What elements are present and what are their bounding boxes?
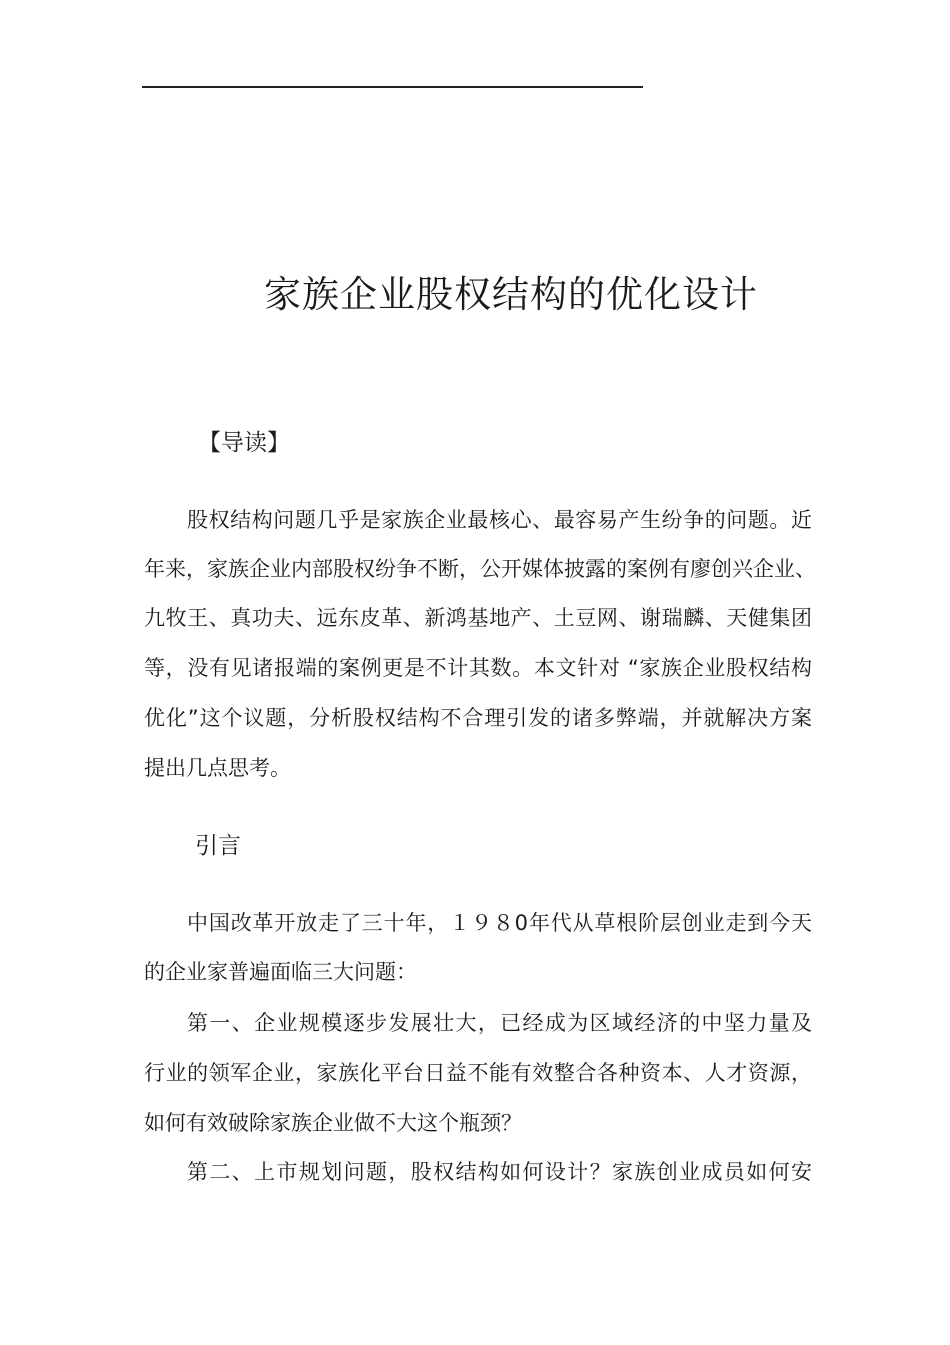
yinyan-heading: 引言 bbox=[195, 833, 241, 859]
header-rule bbox=[142, 86, 643, 88]
point2-line-1: 第二、上市规划问题，股权结构如何设计？家族创业成员如何安 bbox=[187, 1160, 812, 1184]
daodu-line-5: 优化”这个议题，分析股权结构不合理引发的诸多弊端，并就解决方案 bbox=[144, 706, 812, 730]
point1-line-3: 如何有效破除家族企业做不大这个瓶颈？ bbox=[144, 1111, 522, 1135]
daodu-line-4: 等，没有见诸报端的案例更是不计其数。本文针对 “家族企业股权结构 bbox=[144, 656, 812, 680]
intro-line-2: 的企业家普遍面临三大问题： bbox=[144, 960, 417, 984]
daodu-heading: 【导读】 bbox=[198, 430, 290, 456]
intro-line-1: 中国改革开放走了三十年，１９８0年代从草根阶层创业走到今天 bbox=[187, 911, 812, 935]
document-title: 家族企业股权结构的优化设计 bbox=[264, 273, 758, 316]
daodu-line-1: 股权结构问题几乎是家族企业最核心、最容易产生纷争的问题。近 bbox=[187, 508, 812, 532]
point1-line-2: 行业的领军企业，家族化平台日益不能有效整合各种资本、人才资源， bbox=[144, 1061, 812, 1085]
daodu-line-6: 提出几点思考。 bbox=[144, 756, 291, 780]
point1-line-1: 第一、企业规模逐步发展壮大，已经成为区域经济的中坚力量及 bbox=[187, 1011, 812, 1035]
daodu-line-3: 九牧王、真功夫、远东皮革、新鸿基地产、土豆网、谢瑞麟、天健集团 bbox=[144, 606, 812, 630]
daodu-line-2: 年来，家族企业内部股权纷争不断，公开媒体披露的案例有廖创兴企业、 bbox=[144, 557, 816, 581]
